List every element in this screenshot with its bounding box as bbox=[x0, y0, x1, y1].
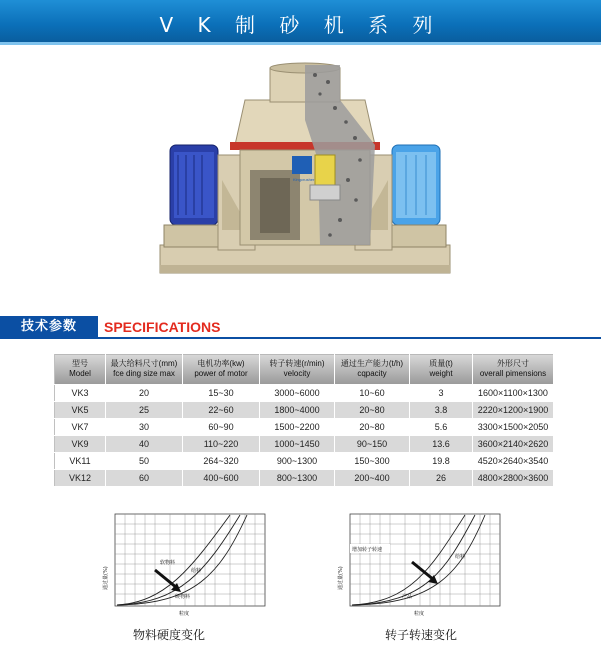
rotor-speed-label: 增加转子转速 bbox=[352, 547, 383, 553]
cell: VK12 bbox=[55, 470, 106, 487]
cell: 22~60 bbox=[183, 402, 260, 419]
header-capacity: 通过生产能力(t/h) cqpacity bbox=[335, 354, 410, 385]
cell: 900~1300 bbox=[260, 453, 335, 470]
hardness-chart bbox=[95, 510, 270, 620]
cell: 20 bbox=[106, 385, 183, 402]
cell: 90~150 bbox=[335, 436, 410, 453]
cell: 1000~1450 bbox=[260, 436, 335, 453]
y-axis-label: 通过量(%) bbox=[103, 566, 109, 590]
cell: 110~220 bbox=[183, 436, 260, 453]
machine-logo: Kingcrusher bbox=[293, 177, 315, 182]
hard-material-label: 硬物料 bbox=[175, 594, 191, 600]
cell: 800~1300 bbox=[260, 470, 335, 487]
header-weight: 质量(t) weight bbox=[410, 354, 473, 385]
cell: 2220×1200×1900 bbox=[473, 402, 554, 419]
table-header-row bbox=[55, 354, 554, 385]
cell: 60 bbox=[106, 470, 183, 487]
cell: VK3 bbox=[55, 385, 106, 402]
cell: 3 bbox=[410, 385, 473, 402]
table-row bbox=[55, 419, 554, 436]
table-row bbox=[55, 385, 554, 402]
header-dimensions: 外形尺寸 overall pimensions bbox=[473, 354, 554, 385]
feed-label: 给料 bbox=[455, 554, 466, 560]
hardness-chart-caption: 物料硬度变化 bbox=[133, 628, 206, 642]
cell: 150~300 bbox=[335, 453, 410, 470]
y-axis-label: 通过量(%) bbox=[338, 566, 344, 590]
cell: 30 bbox=[106, 419, 183, 436]
cell: 264~320 bbox=[183, 453, 260, 470]
cell: 15~30 bbox=[183, 385, 260, 402]
rotor-speed-chart-caption: 转子转速变化 bbox=[385, 628, 458, 642]
cell: 20~80 bbox=[335, 402, 410, 419]
table-row bbox=[55, 453, 554, 470]
cell: 5.6 bbox=[410, 419, 473, 436]
cell: 4800×2800×3600 bbox=[473, 470, 554, 487]
cell: 400~600 bbox=[183, 470, 260, 487]
header-feed-size: 最大给料尺寸(mm) fce ding size max bbox=[106, 354, 183, 385]
cell: 1800~4000 bbox=[260, 402, 335, 419]
feed-label: 给料 bbox=[191, 568, 202, 574]
cell: 1600×1100×1300 bbox=[473, 385, 554, 402]
cell: 13.6 bbox=[410, 436, 473, 453]
section-title-zh: 技术参数 bbox=[0, 316, 98, 338]
cell: VK7 bbox=[55, 419, 106, 436]
table-row bbox=[55, 436, 554, 453]
cell: 3000~6000 bbox=[260, 385, 335, 402]
cell: 3300×1500×2050 bbox=[473, 419, 554, 436]
section-divider bbox=[0, 337, 601, 339]
cell: VK11 bbox=[55, 453, 106, 470]
soft-material-label: 软物料 bbox=[160, 560, 176, 566]
x-axis-label: 粒度 bbox=[414, 611, 425, 617]
vk-crusher-illustration bbox=[150, 60, 460, 290]
cell: VK9 bbox=[55, 436, 106, 453]
header-rotor-speed: 转子转速(r/min) velocity bbox=[260, 354, 335, 385]
cell: 10~60 bbox=[335, 385, 410, 402]
cell: 25 bbox=[106, 402, 183, 419]
cell: 200~400 bbox=[335, 470, 410, 487]
x-axis-label: 粒度 bbox=[179, 611, 190, 617]
cell: 3.8 bbox=[410, 402, 473, 419]
cell: 60~90 bbox=[183, 419, 260, 436]
cell: 26 bbox=[410, 470, 473, 487]
product-label: 产品 bbox=[402, 594, 413, 600]
header-motor-power: 电机功率(kw) power of motor bbox=[183, 354, 260, 385]
specifications-header bbox=[0, 316, 601, 338]
cell: 40 bbox=[106, 436, 183, 453]
title-banner bbox=[0, 0, 601, 45]
rotor-speed-chart bbox=[330, 510, 505, 620]
table-row bbox=[55, 402, 554, 419]
cell: 4520×2640×3540 bbox=[473, 453, 554, 470]
cell: 3600×2140×2620 bbox=[473, 436, 554, 453]
specifications-table bbox=[54, 353, 554, 487]
cell: 20~80 bbox=[335, 419, 410, 436]
cell: 1500~2200 bbox=[260, 419, 335, 436]
cell: VK5 bbox=[55, 402, 106, 419]
header-model: 型号 Model bbox=[55, 354, 106, 385]
page-title: V K 制 砂 机 系 列 bbox=[159, 13, 442, 37]
cell: 50 bbox=[106, 453, 183, 470]
section-title-en: SPECIFICATIONS bbox=[104, 319, 221, 335]
cell: 19.8 bbox=[410, 453, 473, 470]
table-row bbox=[55, 470, 554, 487]
